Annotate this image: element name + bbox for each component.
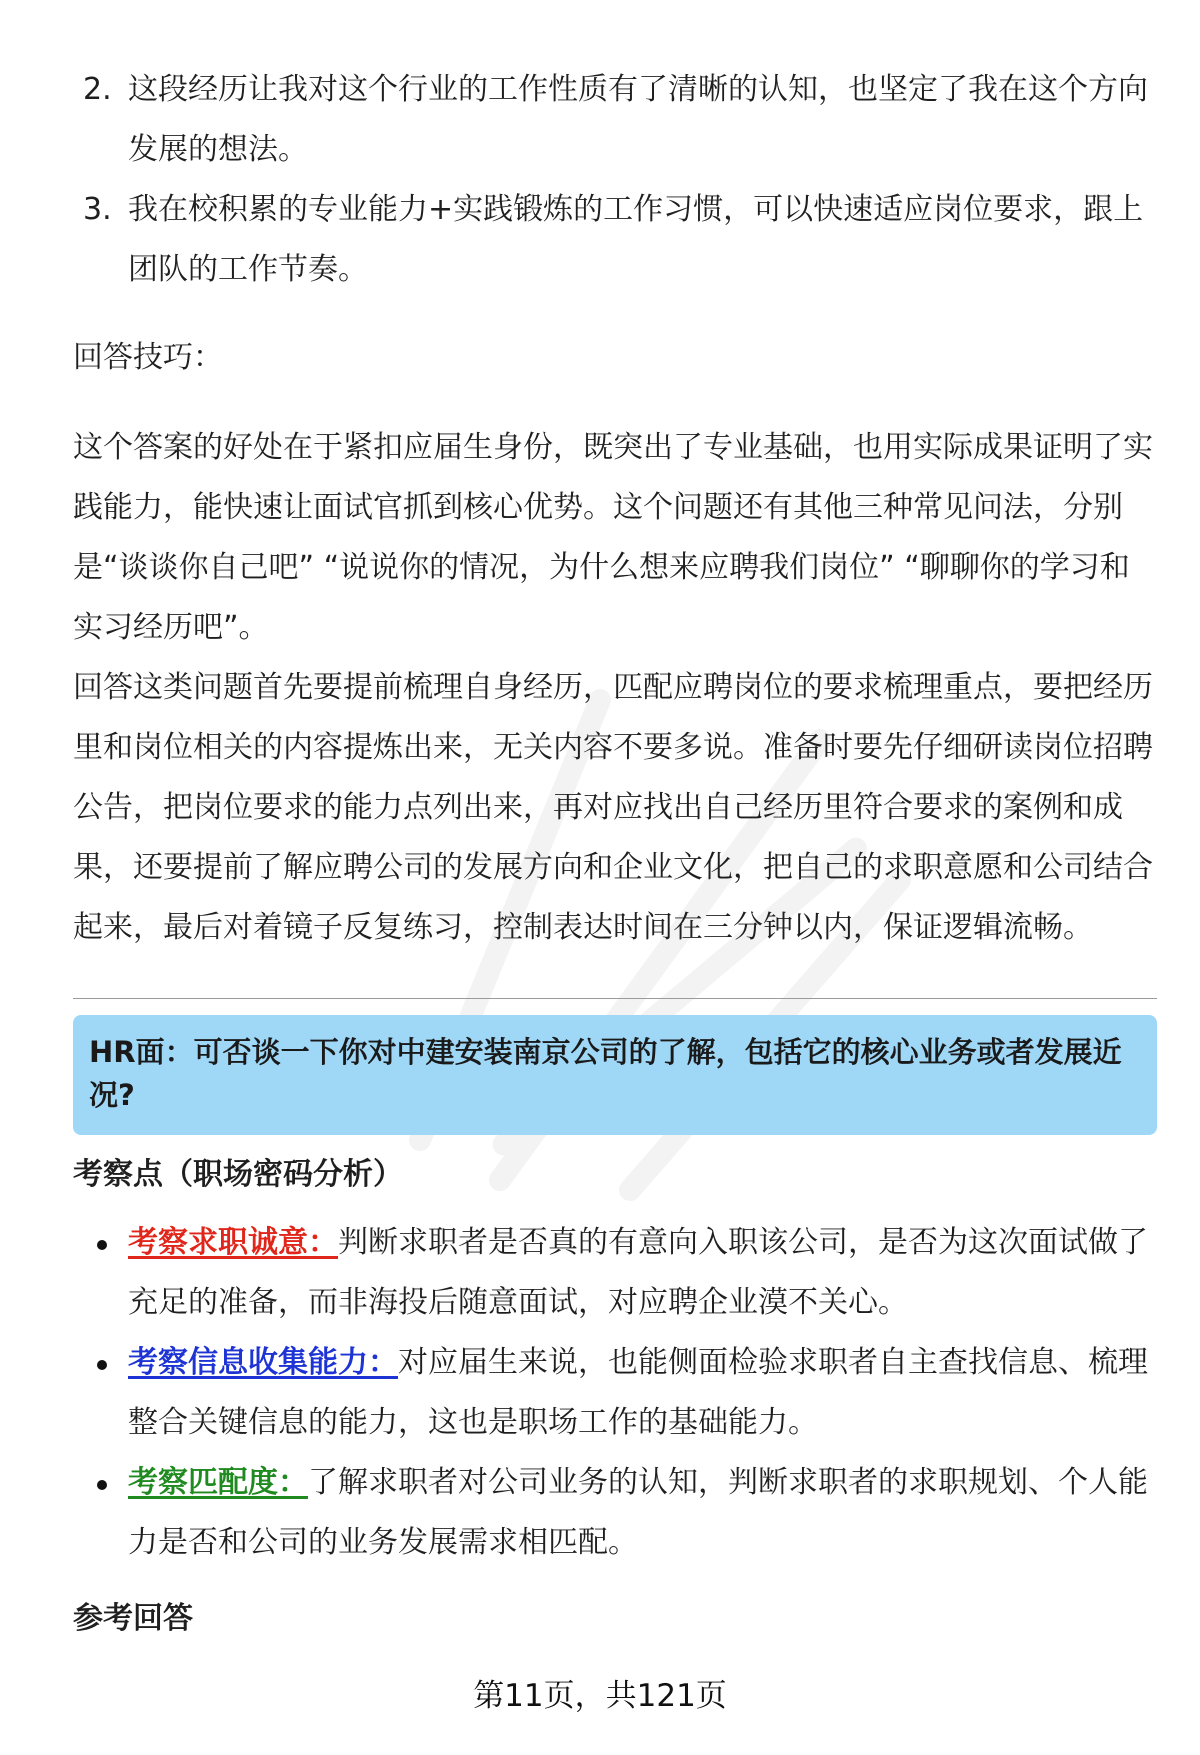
bullet-list xyxy=(73,1213,1157,1573)
list-marker: 3. xyxy=(83,192,112,227)
bullet-icon xyxy=(97,1480,107,1490)
list-item xyxy=(73,60,1157,180)
numbered-list xyxy=(73,60,1157,300)
page-footer: 第11页，共121页 xyxy=(473,1678,727,1714)
bullet-icon xyxy=(97,1360,107,1370)
main-content xyxy=(73,60,1157,1639)
reference-title: 参考回答 xyxy=(73,1601,193,1636)
list-marker: 2. xyxy=(83,72,112,107)
list-item xyxy=(73,1213,1157,1333)
hr-question-text: HR面：可否谈一下你对中建安装南京公司的了解，包括它的核心业务或者发展近况? xyxy=(89,1035,1122,1112)
section-title: 考察点（职场密码分析） xyxy=(73,1157,403,1192)
tips-label: 回答技巧： xyxy=(73,340,223,375)
paragraph: 回答这类问题首先要提前梳理自身经历，匹配应聘岗位的要求梳理重点，要把经历里和岗位相关的内容提炼出来，无关内容不要多说。准备时要先仔细研读岗位招聘公告，把岗位要求的能力点列出来，再对应找出自己经历里符合要求的案例和成果，还要提前了解应聘公司的发展方向和企业文化，把自己的求职意愿和公司结合起来，最后对着镜子反复练习，控制表达时间在三分钟以内，保证逻辑流畅。 xyxy=(73,670,1153,945)
bullet-text: 判断求职者是否真的有意向入职该公司，是否为这次面试做了充足的准备，而非海投后随意面试，对应聘企业漠不关心。 xyxy=(128,1225,1148,1320)
list-item-text: 这段经历让我对这个行业的工作性质有了清晰的认知，也坚定了我在这个方向发展的想法。 xyxy=(128,72,1148,167)
list-item xyxy=(73,180,1157,300)
hr-question-box xyxy=(73,1015,1157,1135)
bullet-key: 考察求职诚意： xyxy=(128,1225,338,1260)
list-item xyxy=(73,1453,1157,1573)
bullet-key: 考察信息收集能力： xyxy=(128,1345,398,1380)
bullet-key: 考察匹配度： xyxy=(128,1465,308,1500)
bullet-text: 了解求职者对公司业务的认知，判断求职者的求职规划、个人能力是否和公司的业务发展需求相匹配。 xyxy=(128,1465,1148,1560)
divider xyxy=(73,998,1157,999)
bullet-icon xyxy=(97,1240,107,1250)
bullet-text: 对应届生来说，也能侧面检验求职者自主查找信息、梳理整合关键信息的能力，这也是职场工作的基础能力。 xyxy=(128,1345,1148,1440)
list-item xyxy=(73,1333,1157,1453)
paragraph: 这个答案的好处在于紧扣应届生身份，既突出了专业基础，也用实际成果证明了实践能力，能快速让面试官抓到核心优势。这个问题还有其他三种常见问法，分别是“谈谈你自己吧” “说说你的情况，为什么想来应聘我们岗位” “聊聊你的学习和实习经历吧”。 xyxy=(73,430,1153,645)
list-item-text: 我在校积累的专业能力+实践锻炼的工作习惯，可以快速适应岗位要求，跟上团队的工作节奏。 xyxy=(128,192,1144,287)
